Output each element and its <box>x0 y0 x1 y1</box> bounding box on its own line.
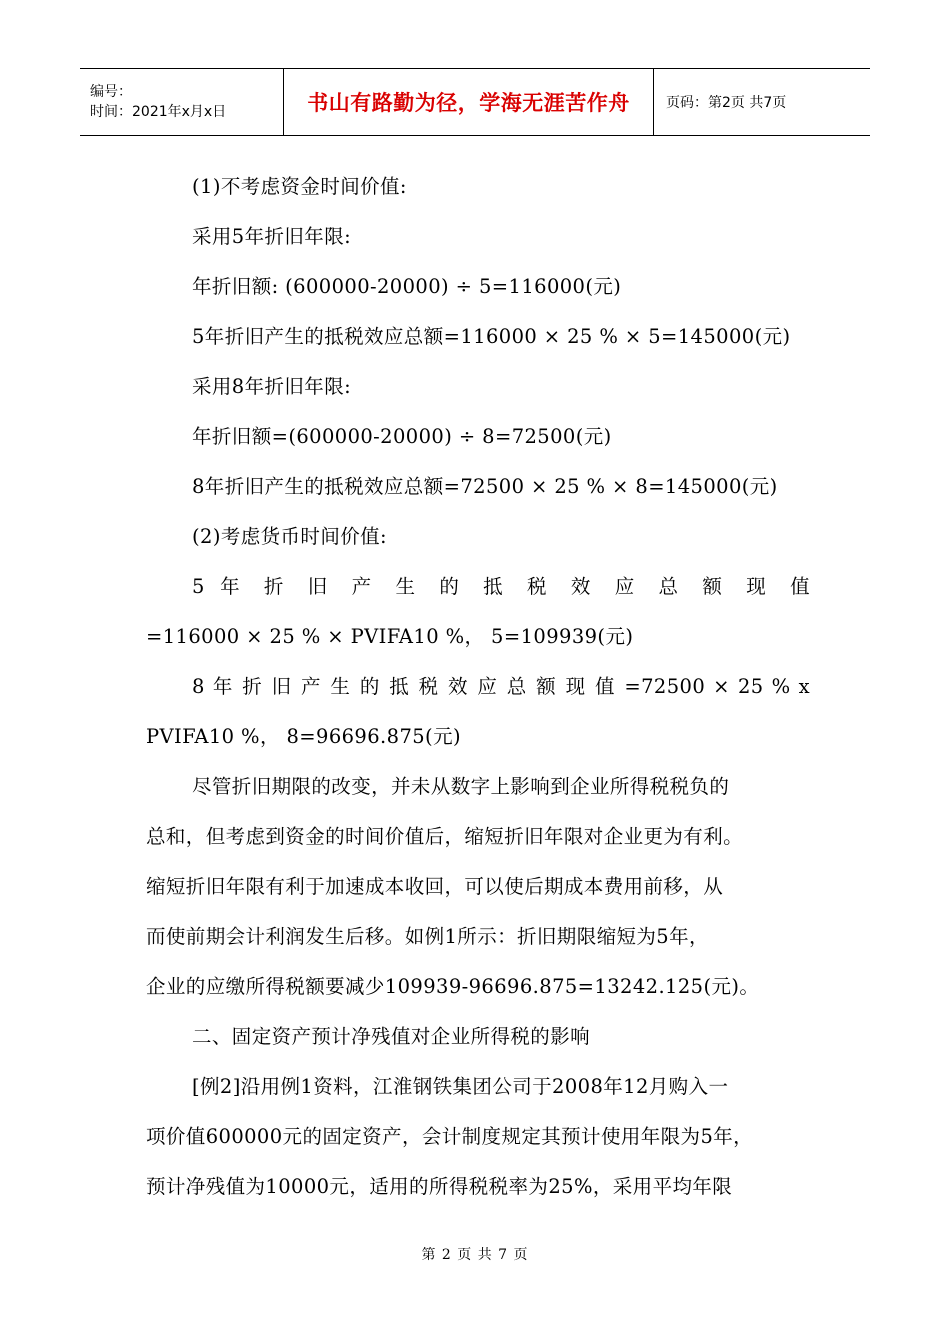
text-line: 8 年 折 旧 产 生 的 抵 税 效 应 总 额 现 值 =72500 × 25 % x <box>192 675 810 698</box>
text-line: 而使前期会计利润发生后移。如例1所示：折旧期限缩短为5年， <box>146 925 709 948</box>
header-left-cell <box>80 69 284 135</box>
text-line: 8年折旧产生的抵税效应总额=72500 × 25 % × 8=145000(元) <box>192 475 778 498</box>
text-line: 采用5年折旧年限: <box>192 225 352 248</box>
document-number-label: 编号： <box>90 84 132 100</box>
header-motto-cell <box>284 69 654 135</box>
text-line: 企业的应缴所得税额要减少109939-96696.875=13242.125(元)。 <box>146 975 760 998</box>
text-line: 年折旧额=(600000-20000) ÷ 8=72500(元) <box>192 425 612 448</box>
page-header <box>80 68 870 136</box>
text-line: [例2]沿用例1资料，江淮钢铁集团公司于2008年12月购入一 <box>192 1075 729 1098</box>
header-motto: 书山有路勤为径，学海无涯苦作舟 <box>307 91 630 115</box>
text-line: PVIFA10 %， 8=96696.875(元) <box>146 725 461 748</box>
section-heading: 二、固定资产预计净残值对企业所得税的影响 <box>192 1025 591 1048</box>
text-line: =116000 × 25 % × PVIFA10 %， 5=109939(元) <box>146 625 634 648</box>
text-line: 5 年 折 旧 产 生 的 抵 税 效 应 总 额 现 值 <box>192 575 810 598</box>
text-line: 缩短折旧年限有利于加速成本收回，可以使后期成本费用前移，从 <box>146 875 724 898</box>
document-date: 时间：2021年x月x日 <box>90 104 227 120</box>
text-line: (1)不考虑资金时间价值: <box>192 175 407 198</box>
text-line: 采用8年折旧年限: <box>192 375 352 398</box>
text-line: 总和，但考虑到资金的时间价值后，缩短折旧年限对企业更为有利。 <box>146 825 744 848</box>
text-line: 年折旧额: (600000-20000) ÷ 5=116000(元) <box>192 275 622 298</box>
text-line: (2)考虑货币时间价值: <box>192 525 387 548</box>
document-body <box>146 162 810 1212</box>
text-line: 项价值600000元的固定资产，会计制度规定其预计使用年限为5年， <box>146 1125 754 1148</box>
text-line: 预计净残值为10000元，适用的所得税税率为25%，采用平均年限 <box>146 1175 733 1198</box>
text-line: 5年折旧产生的抵税效应总额=116000 × 25 % × 5=145000(元) <box>192 325 791 348</box>
header-page-info: 页码：第2页 共7页 <box>666 95 787 111</box>
header-page-cell <box>654 69 870 135</box>
text-line: 尽管折旧期限的改变，并未从数字上影响到企业所得税税负的 <box>192 775 730 798</box>
page-footer: 第 2 页 共 7 页 <box>421 1247 529 1263</box>
